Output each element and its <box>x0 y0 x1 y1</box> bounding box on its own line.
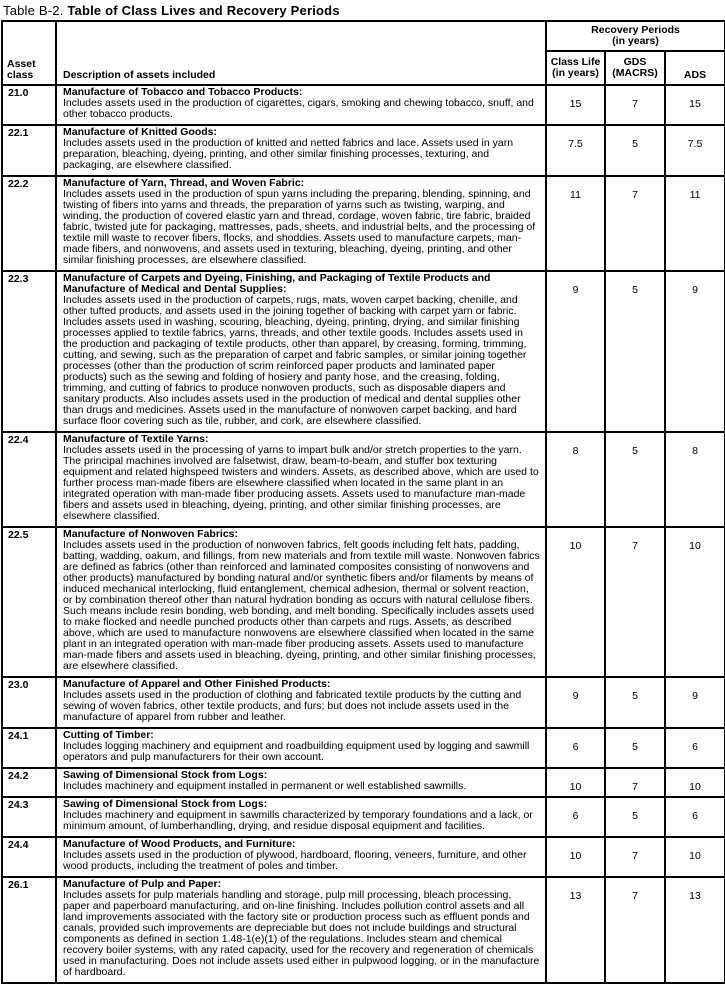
asset-heading: Manufacture of Apparel and Other Finished Products: <box>63 678 331 690</box>
ads-cell: 6 <box>665 797 725 837</box>
gds-cell: 5 <box>605 677 665 728</box>
asset-heading: Manufacture of Textile Yarns: <box>63 433 209 445</box>
asset-heading: Manufacture of Wood Products, and Furniture: <box>63 838 296 850</box>
class-life-cell: 8 <box>546 432 605 527</box>
table-title: Table of Class Lives and Recovery Periods <box>67 3 340 18</box>
table-header <box>2 21 725 85</box>
asset-class-cell: 22.1 <box>2 125 56 176</box>
table-row-26-1 <box>2 877 725 983</box>
table-row-24-1 <box>2 728 725 768</box>
description-cell <box>56 271 546 432</box>
description-cell <box>56 85 546 125</box>
description-cell <box>56 768 546 797</box>
asset-description: Includes assets used in the production of plywood, hardboard, flooring, veneers, furniture, and other wood products, including the treatment of poles and timber. <box>63 849 527 872</box>
asset-class-cell: 26.1 <box>2 877 56 983</box>
asset-description: Includes assets used in the production of cigarettes, cigars, smoking and chewing tobacco, snuff, and other tobacco products. <box>63 97 534 120</box>
gds-cell: 7 <box>605 176 665 271</box>
table-row-24-3 <box>2 797 725 837</box>
header-gds-line2: (MACRS) <box>612 67 658 79</box>
class-life-cell: 10 <box>546 837 605 877</box>
asset-heading: Manufacture of Carpets and Dyeing, Finishing, and Packaging of Textile Products and Manufacture of Medical and Dental Supplies: <box>63 272 491 295</box>
asset-class-cell: 22.3 <box>2 271 56 432</box>
gds-cell: 5 <box>605 728 665 768</box>
table-row-24-4 <box>2 837 725 877</box>
asset-class-cell: 24.4 <box>2 837 56 877</box>
ads-cell: 8 <box>665 432 725 527</box>
asset-description: Includes logging machinery and equipment and roadbuilding equipment used by logging and sawmill operators and pulp manufacturers for their own account. <box>63 740 530 763</box>
class-life-cell: 10 <box>546 768 605 797</box>
header-gds-line1: GDS <box>623 56 647 68</box>
gds-cell: 7 <box>605 85 665 125</box>
asset-class-cell: 21.0 <box>2 85 56 125</box>
asset-heading: Manufacture of Knitted Goods: <box>63 126 217 138</box>
asset-heading: Manufacture of Tobacco and Tobacco Products: <box>63 86 303 98</box>
description-cell <box>56 432 546 527</box>
class-life-cell: 13 <box>546 877 605 983</box>
header-gds <box>605 51 665 85</box>
page-title <box>1 1 724 20</box>
asset-class-cell: 22.2 <box>2 176 56 271</box>
header-class-life <box>546 51 605 85</box>
header-class-life-line1: Class Life <box>550 56 601 68</box>
description-cell <box>56 527 546 677</box>
class-life-cell: 6 <box>546 797 605 837</box>
gds-cell: 7 <box>605 877 665 983</box>
class-life-cell: 6 <box>546 728 605 768</box>
class-life-cell: 9 <box>546 271 605 432</box>
table-row-24-2 <box>2 768 725 797</box>
ads-cell: 15 <box>665 85 725 125</box>
table-row-22-5 <box>2 527 725 677</box>
asset-heading: Sawing of Dimensional Stock from Logs: <box>63 798 268 810</box>
header-row-1 <box>2 21 725 51</box>
asset-description: Includes assets used in the processing of yarns to impart bulk and/or stretch properties to the yarn. The principal machines involved are falsetwist, draw, beam-to-beam, and stuffer box texturing equipment and related highspeed twisters and winders. Assets, as described above, which are used to further process man-made fibers are elsewhere classified when located in the same plant in an integrated operation with man-made fiber producing assets. Assets used to manufacture man-made fibers and assets used in bleaching, dyeing, printing, and other similar finishing processes, are elsewhere classified. <box>63 444 539 522</box>
asset-description: Includes machinery and equipment in sawmills characterized by temporary foundations and a lack, or minimum amount, of lumberhandling, drying, and residue disposal equipment and facilities. <box>63 809 533 832</box>
ads-cell: 10 <box>665 527 725 677</box>
class-life-cell: 11 <box>546 176 605 271</box>
table-row-21-0 <box>2 85 725 125</box>
table-row-22-4 <box>2 432 725 527</box>
description-cell <box>56 125 546 176</box>
asset-heading: Manufacture of Yarn, Thread, and Woven Fabric: <box>63 177 305 189</box>
header-asset-class: Asset class <box>2 21 56 85</box>
header-ads: ADS <box>665 51 725 85</box>
header-class-life-line2: (in years) <box>552 67 599 79</box>
header-recovery-periods <box>546 21 725 51</box>
asset-description: Includes machinery and equipment installed in permanent or well established sawmills. <box>63 780 467 792</box>
ads-cell: 6 <box>665 728 725 768</box>
asset-heading: Manufacture of Pulp and Paper: <box>63 878 222 890</box>
table-row-22-1 <box>2 125 725 176</box>
ads-cell: 9 <box>665 271 725 432</box>
asset-class-cell: 24.3 <box>2 797 56 837</box>
gds-cell: 5 <box>605 797 665 837</box>
ads-cell: 13 <box>665 877 725 983</box>
description-cell <box>56 677 546 728</box>
ads-cell: 9 <box>665 677 725 728</box>
gds-cell: 7 <box>605 837 665 877</box>
description-cell <box>56 728 546 768</box>
ads-cell: 7.5 <box>665 125 725 176</box>
header-recovery-line2: (in years) <box>612 35 659 47</box>
gds-cell: 5 <box>605 271 665 432</box>
class-life-cell: 10 <box>546 527 605 677</box>
asset-class-cell: 22.4 <box>2 432 56 527</box>
class-lives-table <box>1 20 725 984</box>
ads-cell: 11 <box>665 176 725 271</box>
table-body <box>2 85 725 983</box>
header-recovery-line1: Recovery Periods <box>591 24 680 36</box>
table-row-22-2 <box>2 176 725 271</box>
gds-cell: 5 <box>605 125 665 176</box>
asset-description: Includes assets used in the production of clothing and fabricated textile products by the cutting and sewing of woven fabrics, other textile products, and furs; but does not include assets used in the manufacture of apparel from rubber and leather. <box>63 689 522 723</box>
asset-class-cell: 24.2 <box>2 768 56 797</box>
asset-class-cell: 24.1 <box>2 728 56 768</box>
asset-heading: Sawing of Dimensional Stock from Logs: <box>63 769 268 781</box>
description-cell <box>56 837 546 877</box>
description-cell <box>56 877 546 983</box>
asset-description: Includes assets used in the production of carpets, rugs, mats, woven carpet backing, chenille, and other tufted products, and assets used in the joining together of backing with carpet yarn or fabric. Includes assets used in washing, scouring, bleaching, dyeing, printing, drying, and similar finishing processes applied to textile fabrics, yarns, threads, and other textile goods. Includes assets used in the production and packaging of textile products, other than apparel, by creasing, forming, trimming, cutting, and sewing, such as the preparation of carpet and fabric samples, or similar joining together processes (other than the production of scrim reinforced paper products and laminated paper products) such as the sewing and folding of hosiery and panty hose, and the creasing, folding, trimming, and cutting of fabrics to produce nonwoven products, such as disposable diapers and sanitary products. Also includes assets used in the production of medical and dental supplies other than drugs and medicines. Assets used in the manufacture of nonwoven carpet backing, and hard surface floor covering such as tile, rubber, and cork, are elsewhere classified. <box>63 294 527 427</box>
gds-cell: 5 <box>605 432 665 527</box>
asset-description: Includes assets used in the production of spun yarns including the preparing, blending, spinning, and twisting of fibers into yarns and threads, the preparation of yarns such as twisting, warping, and winding, the production of covered elastic yarn and thread, cordage, woven fabric, tire fabric, braided fabric, twisted jute for packaging, mattresses, pads, sheets, and industrial belts, and the processing of textile mill waste to recover fibers, flocks, and shoddies. Assets used to manufacture carpets, man-made fibers, and nonwovens, and assets used in texturing, bleaching, dyeing, printing, and other similar finishing processes, are elsewhere classified. <box>63 188 536 266</box>
class-life-cell: 7.5 <box>546 125 605 176</box>
gds-cell: 7 <box>605 527 665 677</box>
asset-description: Includes assets used in the production of nonwoven fabrics, felt goods including felt hats, padding, batting, wadding, oakum, and fillings, from new materials and from textile mill waste. Nonwoven fabrics are defined as fabrics (other than reinforced and laminated composites consisting of nonwovens and other products) manufactured by bonding natural and/or synthetic fibers and/or filaments by means of induced mechanical interlocking, fluid entanglement, chemical adhesion, thermal or solvent reaction, or by combination thereof other than natural hydration bonding as occurs with natural cellulose fibers. Such means include resin bonding, web bonding, and melt bonding. Specifically includes assets used to make flocked and needle punched products other than carpets and rugs. Assets, as described above, which are used to manufacture nonwovens are elsewhere classified when located in the same plant in an integrated operation with man-made fiber producing assets. Assets used to manufacture man-made fibers and assets used in bleaching, dyeing, printing, and other similar finishing processes, are elsewhere classified. <box>63 539 540 672</box>
class-life-cell: 15 <box>546 85 605 125</box>
asset-heading: Cutting of Timber: <box>63 729 154 741</box>
table-number: Table B-2. <box>3 3 64 18</box>
gds-cell: 7 <box>605 768 665 797</box>
ads-cell: 10 <box>665 768 725 797</box>
ads-cell: 10 <box>665 837 725 877</box>
asset-heading: Manufacture of Nonwoven Fabrics: <box>63 528 239 540</box>
asset-description: Includes assets for pulp materials handling and storage, pulp mill processing, bleach processing, paper and paperboard manufacturing, and on-line finishing. Includes pollution control assets and all land improvements associated with the factory site or production process such as effluent ponds and canals, provided such improvements are depreciable but does not include buildings and structural components as defined in section 1.48-1(e)(1) of the regulations. Includes steam and chemical recovery boiler systems, with any rated capacity, used for the recovery and regeneration of chemicals used in manufacturing. Does not include assets used either in pulpwood logging, or in the manufacture of hardboard. <box>63 889 540 978</box>
class-life-cell: 9 <box>546 677 605 728</box>
description-cell <box>56 176 546 271</box>
table-row-22-3 <box>2 271 725 432</box>
asset-class-cell: 23.0 <box>2 677 56 728</box>
asset-class-cell: 22.5 <box>2 527 56 677</box>
table-row-23-0 <box>2 677 725 728</box>
header-description: Description of assets included <box>56 21 546 85</box>
asset-description: Includes assets used in the production of knitted and netted fabrics and lace. Assets used in yarn preparation, bleaching, dyeing, printing, and other similar finishing processes, texturing, and packaging, are elsewhere classified. <box>63 137 514 171</box>
description-cell <box>56 797 546 837</box>
